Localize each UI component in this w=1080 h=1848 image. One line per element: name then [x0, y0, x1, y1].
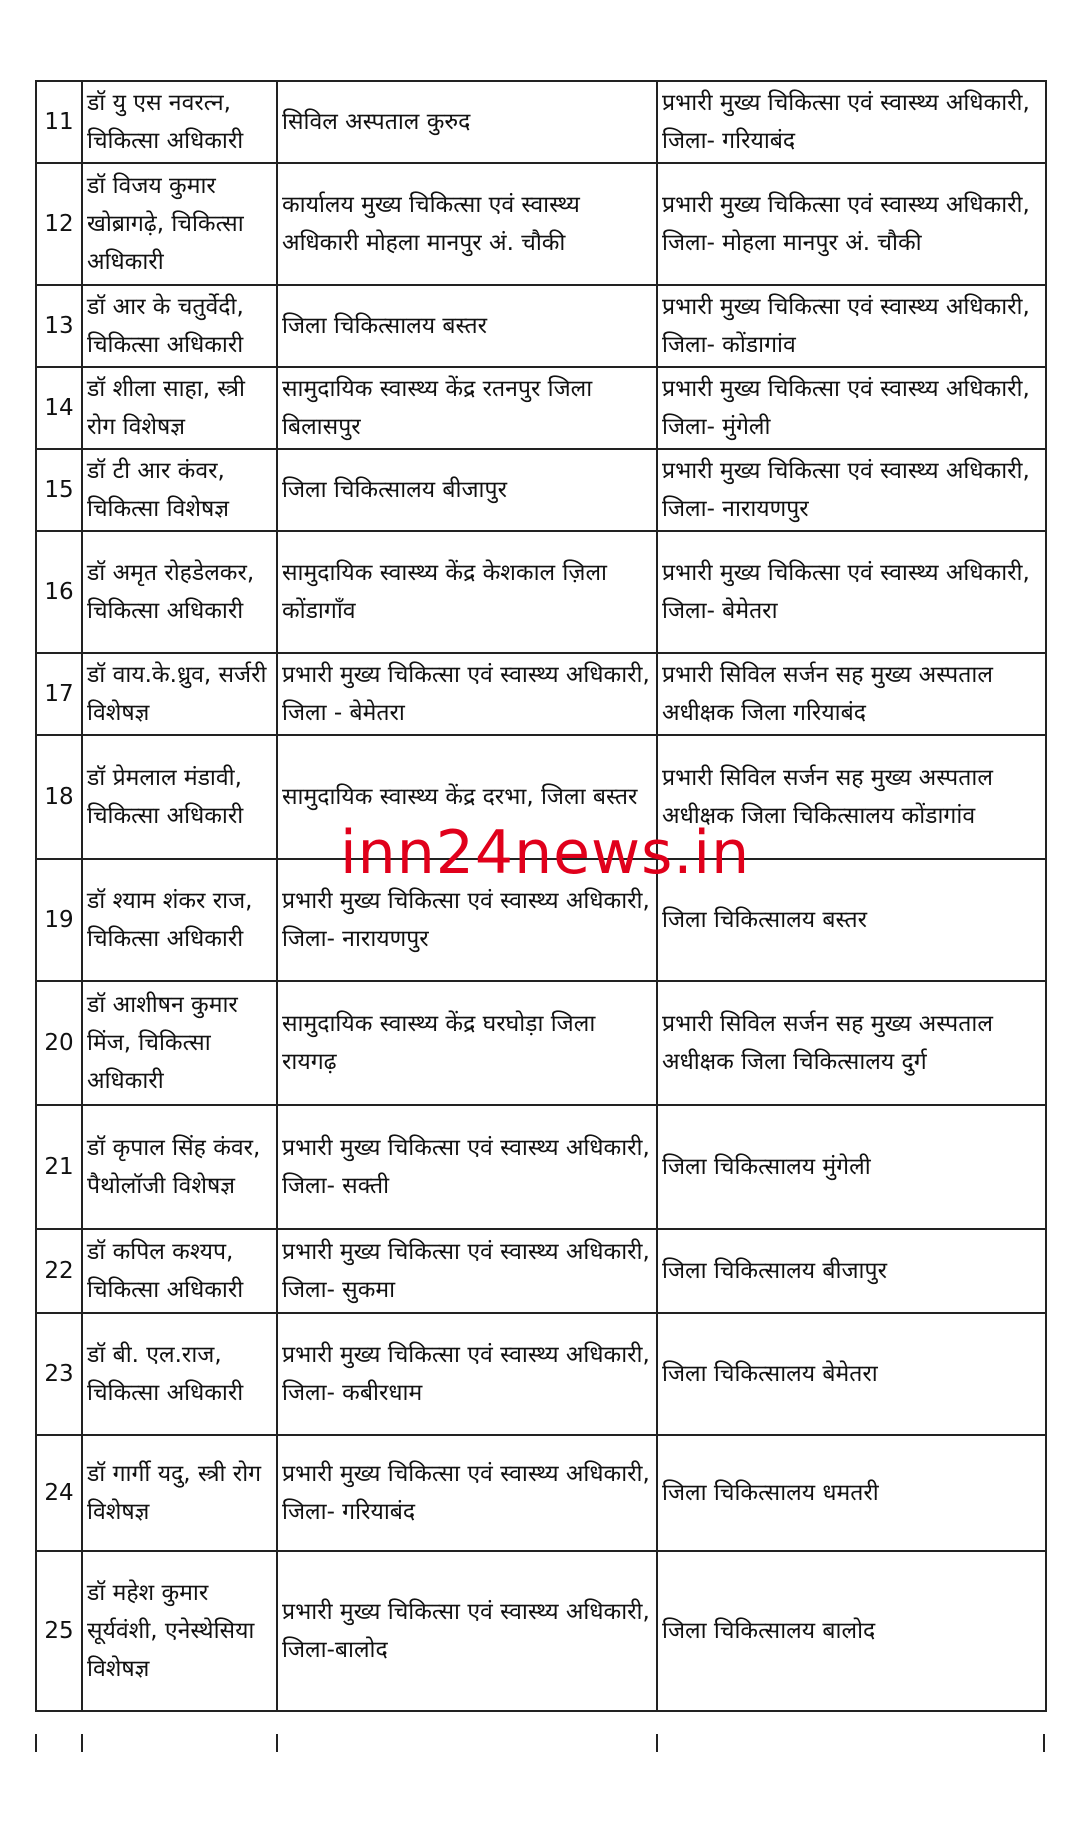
- transfer-list-sheet: [35, 80, 1045, 1712]
- watermark: inn24news.in: [340, 818, 751, 888]
- doctor-name: डॉ कपिल कश्यप, चिकित्सा अधिकारी: [82, 1229, 277, 1313]
- doctor-name: डॉ अमृत रोहडेलकर, चिकित्सा अधिकारी: [82, 531, 277, 653]
- new-posting: प्रभारी मुख्य चिकित्सा एवं स्वास्थ्य अधिकारी, जिला- बेमेतरा: [657, 531, 1046, 653]
- new-posting: जिला चिकित्सालय बेमेतरा: [657, 1313, 1046, 1435]
- serial-number: 20: [36, 981, 82, 1105]
- doctor-name: डॉ आर के चतुर्वेदी, चिकित्सा अधिकारी: [82, 285, 277, 367]
- serial-number: 18: [36, 735, 82, 859]
- new-posting: प्रभारी सिविल सर्जन सह मुख्य अस्पताल अधीक्षक जिला चिकित्सालय दुर्ग: [657, 981, 1046, 1105]
- new-posting: जिला चिकित्सालय बीजापुर: [657, 1229, 1046, 1313]
- current-posting: प्रभारी मुख्य चिकित्सा एवं स्वास्थ्य अधिकारी, जिला - बेमेतरा: [277, 653, 657, 735]
- serial-number: 12: [36, 163, 82, 285]
- table-row: [36, 163, 1046, 285]
- new-posting: प्रभारी मुख्य चिकित्सा एवं स्वास्थ्य अधिकारी, जिला- मुंगेली: [657, 367, 1046, 449]
- current-posting: प्रभारी मुख्य चिकित्सा एवं स्वास्थ्य अधिकारी, जिला- नारायणपुर: [277, 859, 657, 981]
- doctor-name: डॉ गार्गी यदु, स्त्री रोग विशेषज्ञ: [82, 1435, 277, 1551]
- current-posting: सिविल अस्पताल कुरुद: [277, 81, 657, 163]
- doctor-name: डॉ टी आर कंवर, चिकित्सा विशेषज्ञ: [82, 449, 277, 531]
- doctor-name: डॉ कृपाल सिंह कंवर, पैथोलॉजी विशेषज्ञ: [82, 1105, 277, 1229]
- serial-number: 16: [36, 531, 82, 653]
- new-posting: प्रभारी मुख्य चिकित्सा एवं स्वास्थ्य अधिकारी, जिला- मोहला मानपुर अं. चौकी: [657, 163, 1046, 285]
- serial-number: 15: [36, 449, 82, 531]
- table-row: [36, 285, 1046, 367]
- table-row: [36, 859, 1046, 981]
- serial-number: 14: [36, 367, 82, 449]
- new-posting: प्रभारी सिविल सर्जन सह मुख्य अस्पताल अधीक्षक जिला चिकित्सालय कोंडागांव: [657, 735, 1046, 859]
- current-posting: प्रभारी मुख्य चिकित्सा एवं स्वास्थ्य अधिकारी, जिला- गरियाबंद: [277, 1435, 657, 1551]
- current-posting: प्रभारी मुख्य चिकित्सा एवं स्वास्थ्य अधिकारी, जिला- कबीरधाम: [277, 1313, 657, 1435]
- serial-number: 19: [36, 859, 82, 981]
- doctor-name: डॉ वाय.के.ध्रुव, सर्जरी विशेषज्ञ: [82, 653, 277, 735]
- serial-number: 21: [36, 1105, 82, 1229]
- new-posting: जिला चिकित्सालय मुंगेली: [657, 1105, 1046, 1229]
- current-posting: सामुदायिक स्वास्थ्य केंद्र केशकाल ज़िला कोंडागाँव: [277, 531, 657, 653]
- serial-number: 11: [36, 81, 82, 163]
- doctor-name: डॉ आशीषन कुमार मिंज, चिकित्सा अधिकारी: [82, 981, 277, 1105]
- serial-number: 22: [36, 1229, 82, 1313]
- doctor-name: डॉ प्रेमलाल मंडावी, चिकित्सा अधिकारी: [82, 735, 277, 859]
- table-row: [36, 367, 1046, 449]
- transfer-table: [35, 80, 1047, 1712]
- doctor-name: डॉ यु एस नवरत्न, चिकित्सा अधिकारी: [82, 81, 277, 163]
- new-posting: जिला चिकित्सालय धमतरी: [657, 1435, 1046, 1551]
- table-row: [36, 1551, 1046, 1711]
- doctor-name: डॉ विजय कुमार खोब्रागढ़े, चिकित्सा अधिकारी: [82, 163, 277, 285]
- table-row: [36, 81, 1046, 163]
- table-row: [36, 1229, 1046, 1313]
- current-posting: सामुदायिक स्वास्थ्य केंद्र दरभा, जिला बस्तर: [277, 735, 657, 859]
- doctor-name: डॉ श्याम शंकर राज, चिकित्सा अधिकारी: [82, 859, 277, 981]
- table-continuation-lines: [35, 1734, 1045, 1752]
- doctor-name: डॉ बी. एल.राज, चिकित्सा अधिकारी: [82, 1313, 277, 1435]
- new-posting: जिला चिकित्सालय बालोद: [657, 1551, 1046, 1711]
- table-row: [36, 1313, 1046, 1435]
- serial-number: 13: [36, 285, 82, 367]
- table-row: [36, 1105, 1046, 1229]
- serial-number: 23: [36, 1313, 82, 1435]
- table-row: [36, 449, 1046, 531]
- new-posting: प्रभारी मुख्य चिकित्सा एवं स्वास्थ्य अधिकारी, जिला- कोंडागांव: [657, 285, 1046, 367]
- serial-number: 24: [36, 1435, 82, 1551]
- table-row: [36, 653, 1046, 735]
- table-row: [36, 1435, 1046, 1551]
- current-posting: प्रभारी मुख्य चिकित्सा एवं स्वास्थ्य अधिकारी, जिला-बालोद: [277, 1551, 657, 1711]
- current-posting: प्रभारी मुख्य चिकित्सा एवं स्वास्थ्य अधिकारी, जिला- सक्ती: [277, 1105, 657, 1229]
- current-posting: जिला चिकित्सालय बस्तर: [277, 285, 657, 367]
- table-row: [36, 981, 1046, 1105]
- table-row: [36, 735, 1046, 859]
- doctor-name: डॉ महेश कुमार सूर्यवंशी, एनेस्थेसिया विशेषज्ञ: [82, 1551, 277, 1711]
- current-posting: प्रभारी मुख्य चिकित्सा एवं स्वास्थ्य अधिकारी, जिला- सुकमा: [277, 1229, 657, 1313]
- current-posting: सामुदायिक स्वास्थ्य केंद्र घरघोड़ा जिला रायगढ़: [277, 981, 657, 1105]
- current-posting: जिला चिकित्सालय बीजापुर: [277, 449, 657, 531]
- new-posting: प्रभारी मुख्य चिकित्सा एवं स्वास्थ्य अधिकारी, जिला- गरियाबंद: [657, 81, 1046, 163]
- serial-number: 17: [36, 653, 82, 735]
- new-posting: जिला चिकित्सालय बस्तर: [657, 859, 1046, 981]
- new-posting: प्रभारी सिविल सर्जन सह मुख्य अस्पताल अधीक्षक जिला गरियाबंद: [657, 653, 1046, 735]
- current-posting: सामुदायिक स्वास्थ्य केंद्र रतनपुर जिला बिलासपुर: [277, 367, 657, 449]
- doctor-name: डॉ शीला साहा, स्त्री रोग विशेषज्ञ: [82, 367, 277, 449]
- current-posting: कार्यालय मुख्य चिकित्सा एवं स्वास्थ्य अधिकारी मोहला मानपुर अं. चौकी: [277, 163, 657, 285]
- new-posting: प्रभारी मुख्य चिकित्सा एवं स्वास्थ्य अधिकारी, जिला- नारायणपुर: [657, 449, 1046, 531]
- serial-number: 25: [36, 1551, 82, 1711]
- table-row: [36, 531, 1046, 653]
